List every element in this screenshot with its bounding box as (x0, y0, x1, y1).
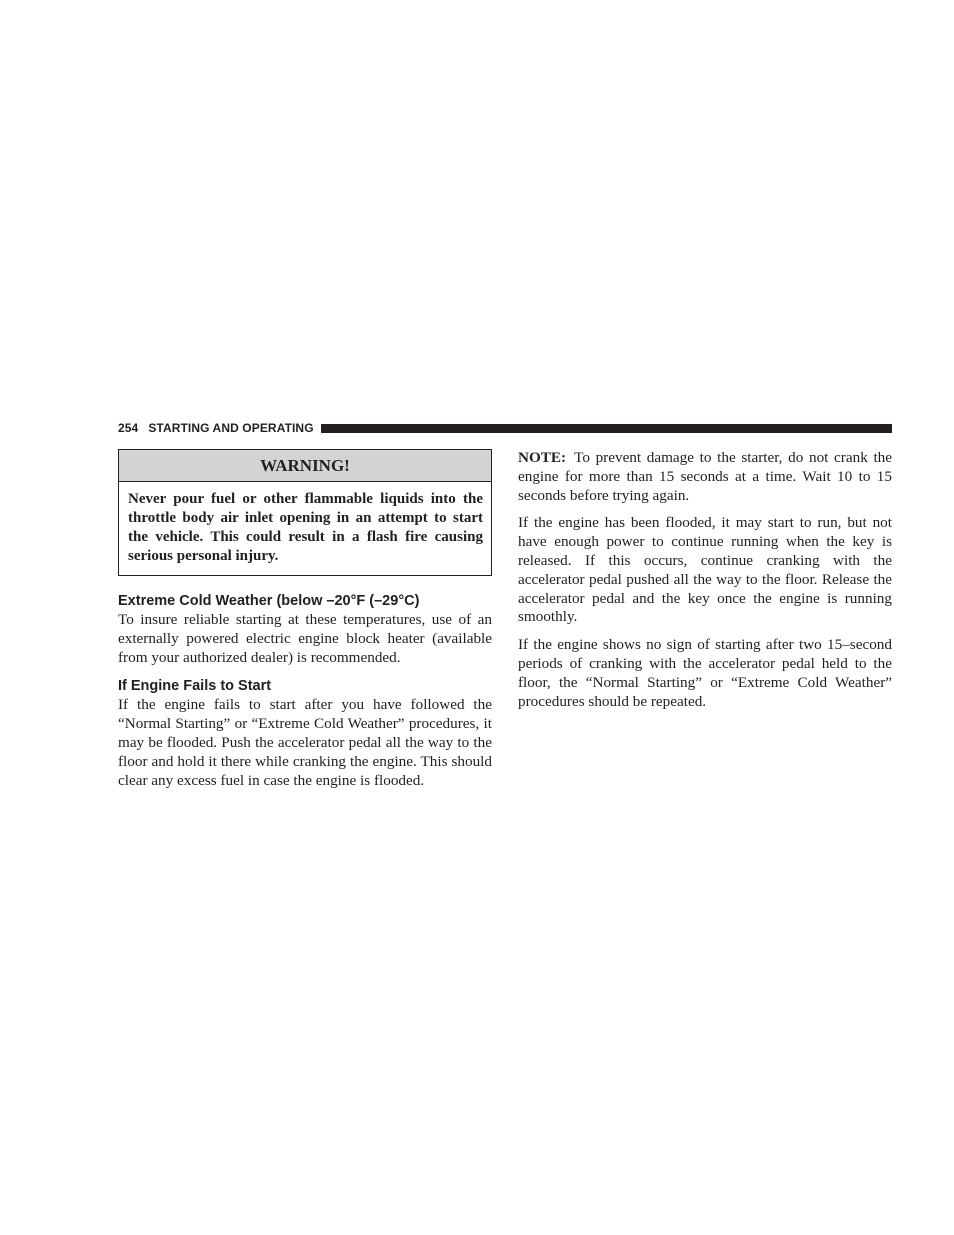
section-title: STARTING AND OPERATING (148, 421, 314, 435)
paragraph-engine-fails: If the engine fails to start after you have followed the “Normal Starting” or “Extreme Cold Weather” procedures, it may be flooded. Push the accelerator pedal all the way to the floor and hold it there while cranking the engine. This should clear any excess fuel in case the engine is flooded. (118, 696, 492, 789)
header-rule (321, 424, 892, 433)
left-column (118, 449, 492, 790)
warning-text: Never pour fuel or other flammable liquids into the throttle body air inlet opening in an attempt to start the vehicle. This could result in a flash fire causing serious personal injury. (128, 491, 483, 564)
right-column (518, 449, 892, 711)
warning-title: WARNING! (119, 450, 491, 482)
heading-engine-fails: If Engine Fails to Start (118, 678, 272, 695)
warning-box (118, 449, 492, 576)
note-label: NOTE: (518, 449, 567, 466)
note-paragraph (518, 449, 892, 505)
note-text: To prevent damage to the starter, do not crank the engine for more than 15 seconds at a time. Wait 10 to 15 seconds before trying again. (518, 449, 892, 504)
page-number: 254 (118, 421, 139, 435)
paragraph-extreme-cold: To insure reliable starting at these temperatures, use of an externally powered electric engine block heater (available from your authorized dealer) is recommended. (118, 611, 492, 666)
heading-extreme-cold: Extreme Cold Weather (below –20°F (–29°C) (118, 593, 420, 609)
paragraph-no-start: If the engine shows no sign of starting after two 15–second periods of cranking with the accelerator pedal held to the floor, the “Normal Starting” or “Extreme Cold Weather” procedures should be repeated. (518, 636, 892, 710)
page-header (118, 420, 892, 436)
paragraph-flooded: If the engine has been flooded, it may start to run, but not have enough power to continue running when the key is released. If this occurs, continue cranking with the accelerator pedal pushed all the way to the floor. Release the accelerator pedal and the key once the engine is running smoothly. (518, 514, 892, 626)
